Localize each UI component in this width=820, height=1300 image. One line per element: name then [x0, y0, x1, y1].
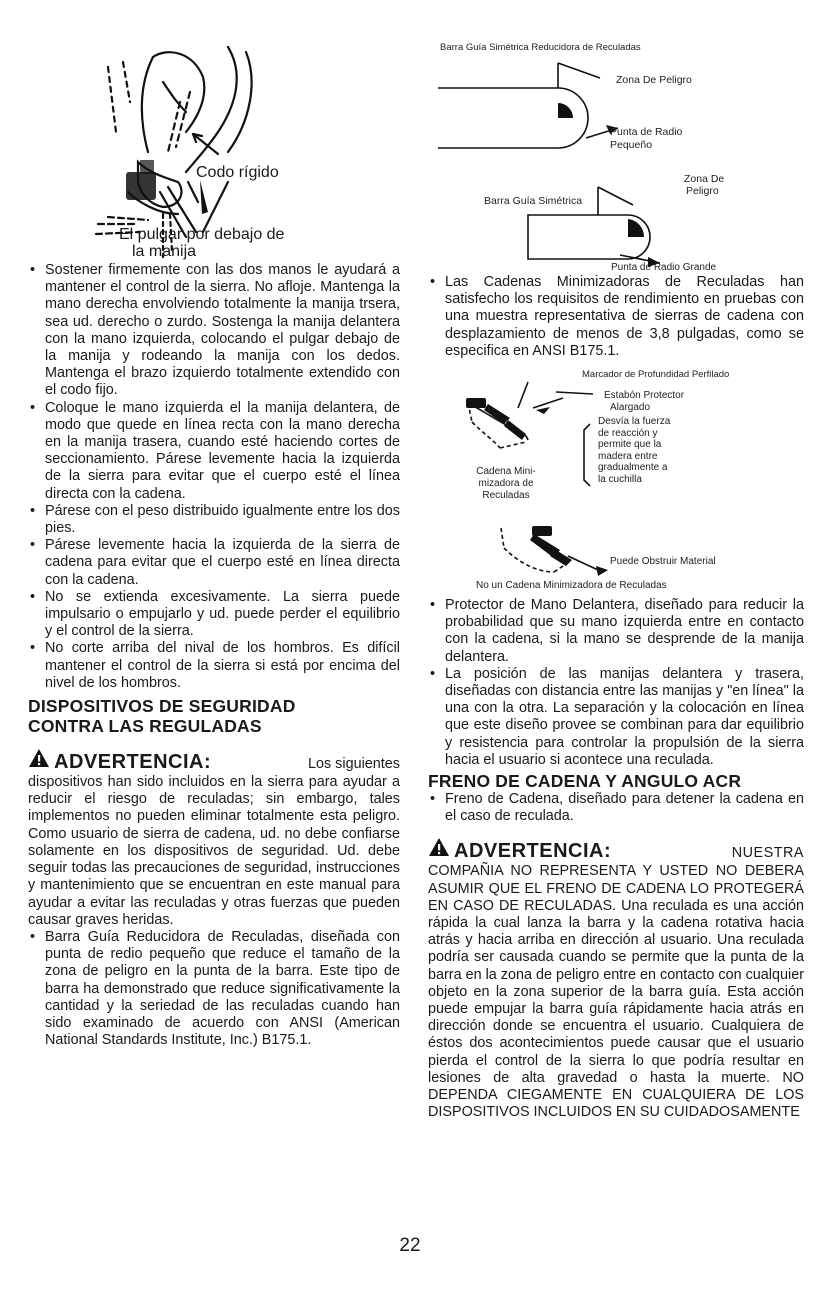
caption-line: mizadora de [478, 477, 534, 489]
warning-label: ADVERTENCIA: [54, 751, 212, 774]
danger-zone2-line2: Peligro [686, 185, 719, 197]
list-item: • Sostener firmemente con las dos manos le ayudará a mantener el control de la sierra. No afloje. Mantenga la mano derecha envolviendo totalmente la manija trsera, sea ud. derecho o zurdo. Sostenga la manija delantera con la mano izquierda, colocando el pulgar debajo de la manija y rodeando la manija con los dedos. Mantenga el brazo izquierdo totalmente extendido con el codo fijo. [28, 262, 400, 400]
section-heading [28, 696, 400, 736]
danger-zone-label: Zona De Peligro [616, 74, 692, 86]
list-item: • Freno de Cadena, diseñado para detener la cadena en el caso de reculada. [428, 791, 804, 825]
deflect-description [598, 416, 670, 486]
small-tip-label-line2: Pequeño [610, 139, 653, 151]
chain-bullet-list [428, 274, 804, 360]
deflect-line: de reacción y [598, 427, 658, 439]
grip-illustration [68, 42, 328, 252]
list-item: • Protector de Mano Delantera, diseñado para reducir la probabilidad que su mano izquierda entre en contacto con la cadena, si la mano se desprende de la manija delantera. [428, 597, 804, 666]
grip-bullet-list [28, 262, 400, 692]
list-item: • Párese levemente hacia la izquierda de la sierra de cadena para evitar que el cuerpo esté en línea directa con la cadena. [28, 537, 400, 589]
danger-zone2-line1: Zona De [684, 173, 725, 185]
warning-block [428, 837, 804, 1121]
list-item: • Barra Guía Reducidora de Reculadas, diseñada con punta de redio pequeño que reduce el tamaño de la zona de peligro en la punta de la barra. Este tipo de barra ha demonstrado que reduce significativamente la cantidad y la seriedad de las reculadas cuando han sido examinado de acuerdo con ANSI (American National Standards Institute, Inc.) B175.1. [28, 929, 400, 1049]
bar-figure-title: Barra Guía Simétrica Reducidora de Reculadas [440, 42, 641, 53]
warning-lead: NUESTRA [731, 845, 804, 862]
deflect-line: Desvía la fuerza [598, 416, 671, 427]
brake-bullet-list [428, 791, 804, 825]
large-tip-label: Punta de Radio Grande [611, 262, 717, 273]
deflect-line: la cuchilla [598, 473, 642, 485]
warning-lead: Los siguientes [307, 756, 400, 773]
warning-block [28, 748, 400, 929]
deflect-line: gradualmente a [598, 462, 668, 474]
warning-triangle-icon [28, 748, 50, 768]
symmetric-bar-label: Barra Guía Simétrica [484, 195, 583, 207]
page-number: 22 [399, 1235, 421, 1256]
bracket-mark [582, 420, 594, 490]
small-tip-label-line1: Punta de Radio [610, 126, 683, 138]
deflect-line: permite que la [598, 439, 662, 451]
list-item: • No se extienda excesivamente. La sierra puede impulsario o empujarlo y ud. puede perder el equilibrio y el control de la sierra. [28, 589, 400, 641]
warning-triangle-icon [428, 837, 450, 857]
handle-bullet-list [428, 597, 804, 769]
bumper-link-label-line2: Alargado [610, 402, 651, 413]
bumper-link-label-line1: Estabón Protector [604, 390, 685, 401]
heading-line: DISPOSITIVOS DE SEGURIDAD [28, 696, 296, 717]
thumb-callout-line1: El pulgar por debajo de [119, 226, 285, 243]
list-item: • Las Cadenas Minimizadoras de Reculadas han satisfecho los requisitos de rendimiento en pruebas con una muestra representativa de sierras de cadena con desplazamiento de menos de 3,8 pulgadas, como se especifica en ANSI B175.1. [428, 274, 804, 360]
depth-gauge-label: Marcador de Profundidad Perfilado [582, 369, 730, 380]
caption-line: Reculadas [482, 489, 530, 501]
standard-chain-diagram [496, 520, 656, 580]
warning-text: dispositivos han sido incluidos en la sierra para ayudar a reducir el riesgo de reculadas; sin embargo, tales implementos no pueden eliminar totalmente esta peligro. Como usuario de sierra de cadena, ud. no debe confiarse solamente en los dispositivos de seguridad. Ud. debe seguir todas las precauciones de seguridad, instrucciones y mantenimiento que se encuentran en este manual para ayudar a evitar las reculadas y otras fuerzas que pueden causar graves heridas. [28, 774, 400, 928]
list-item: • La posición de las manijas delantera y trasera, diseñadas con distancia entre las manijas y "en línea" la una con la otra. La separación y la colocación en línea que este diseño provee se combinan para dar equilibrio y resistencia para controlar la propulsión de la sierra hacia el usuario si acontece una reculada. [428, 666, 804, 769]
list-item: • Coloque le mano izquierda el la manija delantera, de modo que quede en línea recta con la mano derecha en la manija trasera, cuando esté haciendo cortes de seccionamiento. Párese levemente hacia la izquierda de la sierra para evitar que el cuerpo esté el línea directa con la cadena. [28, 400, 400, 503]
caption-line: Cadena Mini- [476, 466, 536, 477]
brake-heading: FRENO DE CADENA Y ANGULO ACR [428, 771, 742, 792]
low-kickback-chain-caption [466, 466, 546, 501]
bar-bullet-list [28, 929, 400, 1049]
warning-label: ADVERTENCIA: [454, 840, 612, 863]
warning-text: COMPAÑIA NO REPRESENTA Y USTED NO DEBERA ASUMIR QUE EL FRENO DE CADENA LO PROTEGERÁ EN CASO DE RECULADAS. Una reculada es una acción rápida la cual lanza la barra y la cadena rotativa hacia atrás y hacia arriba en dirección al usuario. Una reculada podría ser causada cuando se permite que la punta de la barra en la zona de peligro entre en contacto con cualquier objeto en la zona superior de la barra guía. Esta acción puede empujar la barra guía rápidamente hacia atrás en dirección donde se encuentra el usuario. Cualquiera de éstos dos acontecimientos puede causar que el usuario pierda el control de la sierra lo que podría resultar en lesiones de alta gravedad o hasta la muerte. NO DEPENDA CIEGAMENTE EN CUALQUIERA DE LOS DISPOSITIVOS INCLUIDOS EN SU CUIDADOSAMENTE [428, 863, 805, 1121]
deflect-line: madera entre [598, 450, 658, 462]
heading-line: CONTRA LAS REGULADAS [28, 716, 262, 737]
thumb-callout-line2: la manija [132, 243, 197, 260]
list-item: • Párese con el peso distribuido igualmente entre los dos pies. [28, 503, 400, 537]
obstruct-label: Puede Obstruir Material [610, 556, 716, 567]
not-low-kickback-caption: No un Cadena Minimizadora de Reculadas [476, 580, 667, 591]
elbow-callout: Codo rígido [196, 164, 279, 181]
list-item: • No corte arriba del nival de los hombros. Es difícil mantener el control de la sierra si está por encima del nivel de los hombros. [28, 640, 400, 692]
